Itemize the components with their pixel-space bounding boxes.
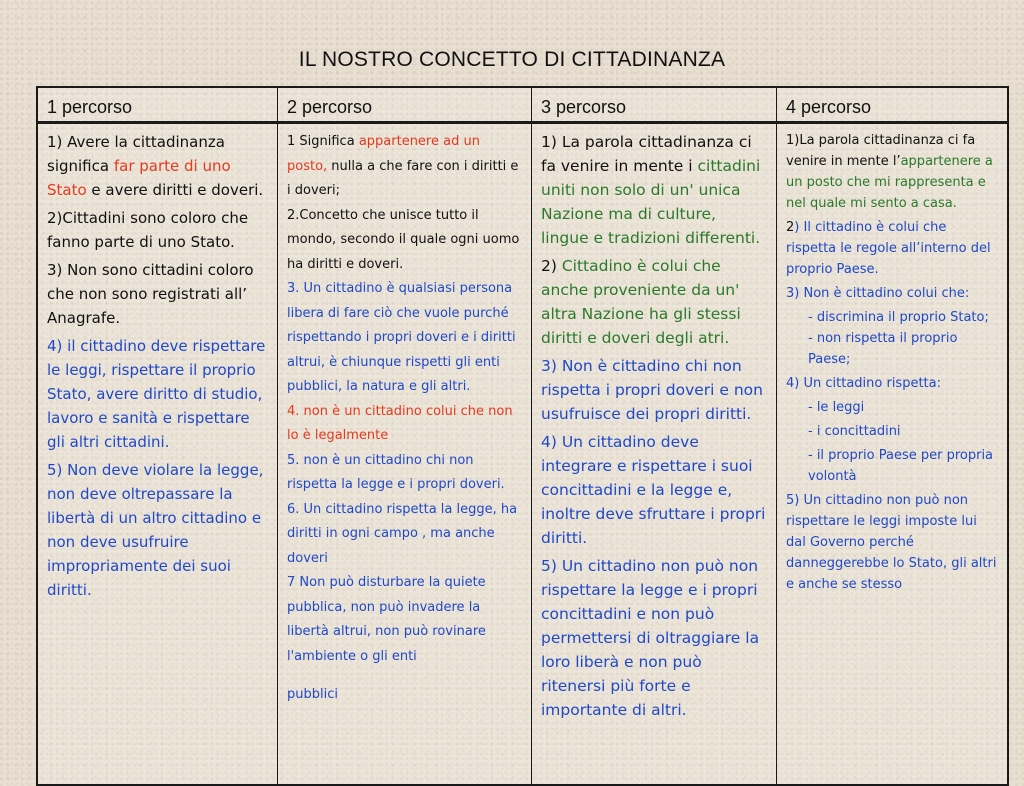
column-header: 4 percorso [777,88,1007,124]
column-percorso-4 [777,88,1007,784]
column-percorso-1 [38,88,278,784]
paragraph-4: 4) Un cittadino rispetta: [786,376,941,391]
paragraph-3: 3) Non sono cittadini coloro che non sono registrati all’ Anagrafe. [47,261,254,327]
paragraph-5: 5) Un cittadino non può non rispettare la legge e i propri concittadini e non può permettersi di oltraggiare la loro liberà e non può ritenersi più forte e importante di altri. [541,557,760,719]
page-title: IL NOSTRO CONCETTO DI CITTADINANZA [298,48,726,71]
text-span: 1)La parola cittadinanza ci fa venire in mente l’ [786,133,976,169]
column-header: 2 percorso [278,88,531,124]
column-header: 1 percorso [38,88,277,124]
text-span: ) Il cittadino è colui che rispetta le regole all’interno del proprio Paese. [786,220,991,277]
paragraph-5: 5) Non deve violare la legge, non deve oltrepassare la libertà di un altro cittadino e non deve usufruire impropriamente dei suoi diritti. [47,461,264,599]
text-span: nulla a che fare con i diritti e i doveri; [287,158,519,198]
list-item: - i concittadini [808,424,901,439]
highlight-span: far parte di uno Stato [47,157,231,199]
list-item: - il proprio Paese per propria volontà [808,448,994,484]
highlight-span: Cittadino è colui che anche proveniente da un' altra Nazione ha gli stessi diritti e doveri degli atri. [541,257,741,347]
paragraph-7: 7 Non può disturbare la quiete pubblica, non può invadere la libertà altrui, non può rovinare l'ambiente o gli enti [287,575,486,664]
text-span: 1) La parola cittadinanza ci fa venire in mente i [541,133,752,175]
paragraph-1 [786,130,999,214]
paragraph-3: 3) Non è cittadino chi non rispetta i propri doveri e non usufruisce dei propri diritti. [541,357,763,423]
paragraph-4: 4) il cittadino deve rispettare le leggi, rispettare il proprio Stato, avere diritto di studio, lavoro e sanità e rispettare gli altri cittadini. [47,337,266,451]
table-cell [38,124,277,602]
column-header: 3 percorso [532,88,776,124]
text-span: 2 [786,220,795,235]
text-span: 1 Significa [287,134,359,149]
text-span: e avere diritti e doveri. [86,181,264,199]
paragraph-2 [541,254,768,350]
paragraph-6: 6. Un cittadino rispetta la legge, ha diritti in ogni campo , ma anche doveri [287,501,518,566]
paragraph-5: 5. non è un cittadino chi non rispetta la legge e i propri doveri. [287,452,505,492]
text-span: 2) [541,257,562,275]
highlight-span: appartenere a un posto che mi rappresenta e nel quale mi sento a casa. [786,154,993,211]
paragraph-4: 4) Un cittadino deve integrare e rispettare i suoi concittadini e la legge e, inoltre deve sfruttare i propri diritti. [541,433,766,547]
table-cell [777,124,1007,595]
text-span: 1) Avere la cittadinanza significa [47,133,225,175]
highlight-span: appartenere ad un posto, [287,134,480,174]
highlight-span: cittadini uniti non solo di un' unica Nazione ma di culture, lingue e tradizioni differenti. [541,157,761,247]
citizenship-table [36,86,1009,786]
paragraph-3: 3. Un cittadino è qualsiasi persona libera di fare ciò che vuole purché rispettando i propri doveri e i diritti altrui, è chiunque rispetti gli enti pubblici, la natura e gli altri. [287,281,516,394]
column-percorso-3 [532,88,777,784]
paragraph-7-end: pubblici [287,687,338,702]
paragraph-4: 4. non è un cittadino colui che non lo è legalmente [287,403,513,443]
column-percorso-2 [278,88,532,784]
paragraph-2: 2.Concetto che unisce tutto il mondo, secondo il quale ogni uomo ha diritti e doveri. [287,207,520,272]
list-item: - discrimina il proprio Stato; [808,310,989,325]
table-cell [532,124,776,722]
table-cell [278,124,531,708]
paragraph-2: 2)Cittadini sono coloro che fanno parte di uno Stato. [47,209,249,251]
list-item: - non rispetta il proprio Paese; [808,331,958,367]
paragraph-5: 5) Un cittadino non può non rispettare le leggi imposte lui dal Governo perché danneggerebbe lo Stato, gli altri e anche se stesso [786,493,997,592]
paragraph-1 [47,130,269,202]
paragraph-3: 3) Non è cittadino colui che: [786,286,970,301]
paragraph-1 [287,130,523,204]
paragraph-1 [541,130,768,250]
paragraph-2 [786,217,999,280]
list-item: - le leggi [808,400,865,415]
